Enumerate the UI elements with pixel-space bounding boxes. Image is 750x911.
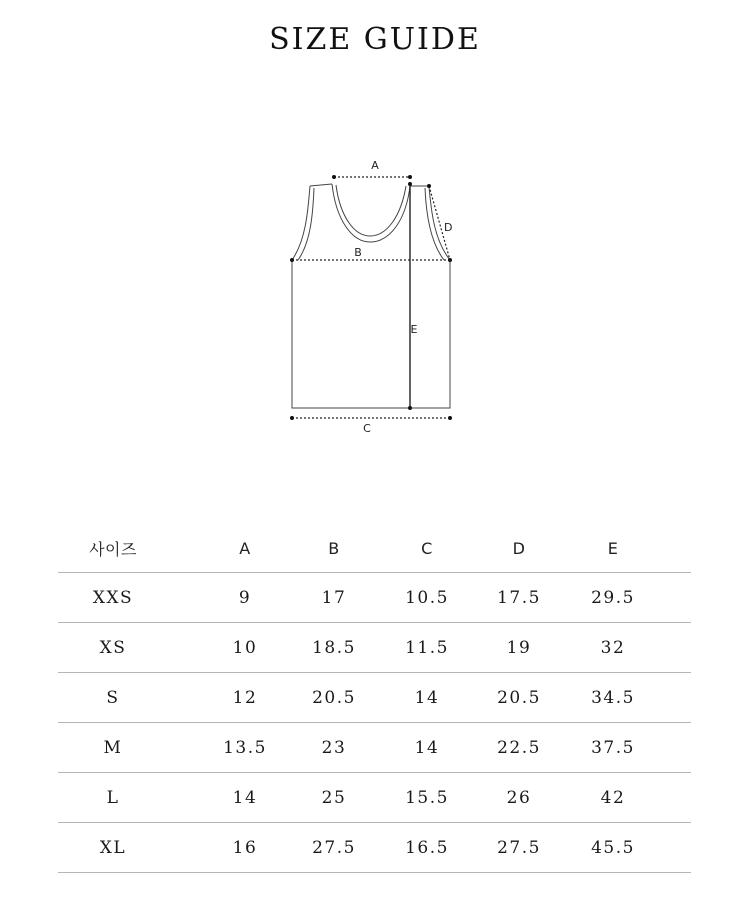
cell-a: 12 bbox=[232, 687, 258, 708]
cell-a: 14 bbox=[232, 787, 258, 808]
cell-b: 20.5 bbox=[312, 687, 356, 708]
header-a: A bbox=[239, 538, 251, 558]
cell-c: 11.5 bbox=[405, 637, 449, 658]
cell-a: 13.5 bbox=[223, 737, 267, 758]
cell-c: 10.5 bbox=[405, 587, 449, 608]
cell-size: M bbox=[103, 737, 123, 758]
cell-c: 15.5 bbox=[405, 787, 449, 808]
cell-size: XXS bbox=[92, 587, 134, 608]
cell-e: 29.5 bbox=[591, 587, 635, 608]
cell-size: S bbox=[106, 687, 120, 708]
cell-a: 9 bbox=[238, 587, 252, 608]
table-row bbox=[58, 773, 691, 823]
table-row bbox=[58, 573, 691, 623]
cell-d: 17.5 bbox=[497, 587, 541, 608]
cell-c: 16.5 bbox=[405, 837, 449, 858]
cell-size: L bbox=[106, 787, 120, 808]
cell-a: 16 bbox=[232, 837, 258, 858]
header-e: E bbox=[607, 538, 619, 558]
label-b: B bbox=[354, 246, 362, 259]
cell-size: XL bbox=[99, 837, 127, 858]
header-c: C bbox=[421, 538, 433, 558]
cell-b: 27.5 bbox=[312, 837, 356, 858]
cell-b: 18.5 bbox=[312, 637, 356, 658]
tank-top-diagram bbox=[270, 150, 480, 440]
label-c: C bbox=[363, 422, 371, 435]
cell-e: 42 bbox=[600, 787, 626, 808]
header-size: 사이즈 bbox=[89, 539, 137, 559]
cell-d: 19 bbox=[506, 637, 532, 658]
cell-c: 14 bbox=[414, 737, 440, 758]
table-row bbox=[58, 623, 691, 673]
page-title: SIZE GUIDE bbox=[269, 22, 481, 57]
measure-b bbox=[290, 246, 452, 262]
garment-outline bbox=[292, 184, 453, 408]
header-b: B bbox=[328, 538, 340, 558]
cell-e: 37.5 bbox=[591, 737, 635, 758]
cell-d: 20.5 bbox=[497, 687, 541, 708]
cell-b: 17 bbox=[321, 587, 347, 608]
cell-b: 23 bbox=[321, 737, 347, 758]
measure-c bbox=[290, 416, 452, 435]
cell-size: XS bbox=[99, 637, 127, 658]
header-d: D bbox=[512, 538, 526, 558]
table-row bbox=[58, 723, 691, 773]
table-header-row bbox=[58, 524, 691, 573]
cell-b: 25 bbox=[321, 787, 347, 808]
cell-e: 32 bbox=[600, 637, 626, 658]
label-d: D bbox=[444, 221, 453, 234]
cell-e: 34.5 bbox=[591, 687, 635, 708]
cell-a: 10 bbox=[232, 637, 258, 658]
cell-c: 14 bbox=[414, 687, 440, 708]
table-row bbox=[58, 673, 691, 723]
cell-d: 22.5 bbox=[497, 737, 541, 758]
table-row bbox=[58, 823, 691, 873]
label-e: E bbox=[410, 323, 418, 336]
size-table bbox=[58, 524, 691, 873]
cell-d: 26 bbox=[506, 787, 532, 808]
cell-d: 27.5 bbox=[497, 837, 541, 858]
label-a: A bbox=[371, 159, 379, 172]
cell-e: 45.5 bbox=[591, 837, 635, 858]
measure-d bbox=[427, 184, 452, 260]
measure-e bbox=[408, 182, 418, 410]
measure-a bbox=[332, 159, 412, 179]
